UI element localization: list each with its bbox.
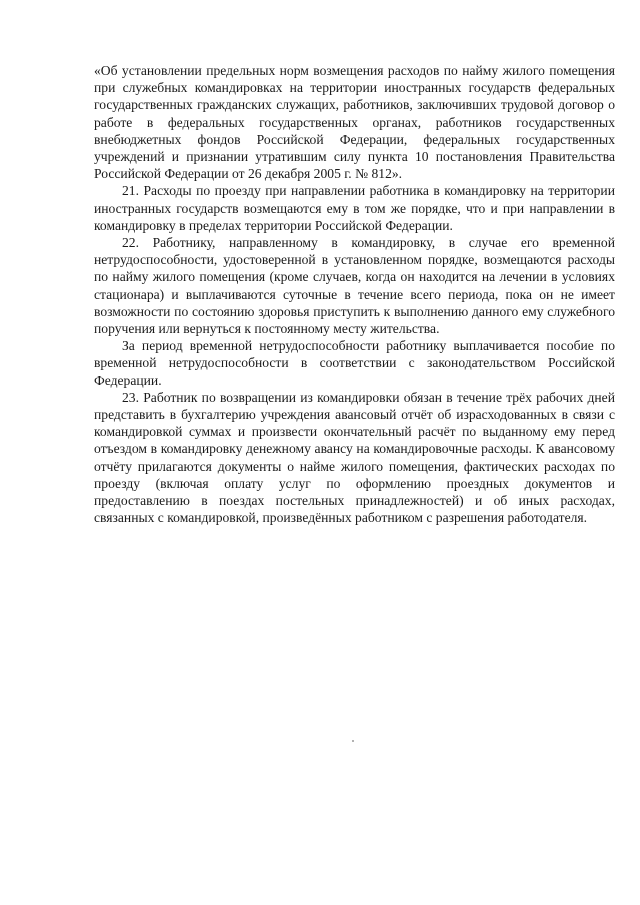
paragraph-22-continuation: За период временной нетрудоспособности работнику выплачивается пособие по временной нетрудоспособности в соответствии с законодательством Российской Федерации. — [94, 338, 615, 388]
paragraph-resolution-title: «Об установлении предельных норм возмещения расходов по найму жилого помещения при служебных командировках на территории иностранных государств федеральных государственных гражданских служащих, работников, заключивших трудовой договор о работе в федеральных государственных органах, работников государственных внебюджетных фондов Российской Федерации, федеральных государственных учреждений и признании утратившим силу пункта 10 постановления Правительства Российской Федерации от 26 декабря 2005 г. № 812». — [94, 63, 615, 182]
paragraph-23: 23. Работник по возвращении из командировки обязан в течение трёх рабочих дней представить в бухгалтерию учреждения авансовый отчёт об израсходованных в связи с командировкой суммах и произвести окончательный расчёт по выданному ему перед отъездом в командировку денежному авансу на командировочные расходы. К авансовому отчёту прилагаются документы о найме жилого помещения, фактических расходах по проезду (включая оплату услуг по оформлению проездных документов и предоставлению в поездах постельных принадлежностей) и об иных расходах, связанных с командировкой, произведённых работником с разрешения работодателя. — [94, 389, 615, 526]
paragraph-22: 22. Работнику, направленному в командировку, в случае его временной нетрудоспособности, удостоверенной в установленном порядке, возмещаются расходы по найму жилого помещения (кроме случаев, когда он находится на лечении в условиях стационара) и выплачиваются суточные в течение всего периода, пока он не имеет возможности по состоянию здоровья приступить к выполнению данного ему служебного поручения или вернуться к постоянному месту жительства. — [94, 235, 615, 337]
paragraph-21: 21. Расходы по проезду при направлении работника в командировку на территории иностранных государств возмещаются ему в том же порядке, что и при направлении в командировку в пределах территории Российской Федерации. — [94, 183, 615, 233]
document-body — [94, 62, 615, 526]
scan-speck — [352, 740, 354, 742]
